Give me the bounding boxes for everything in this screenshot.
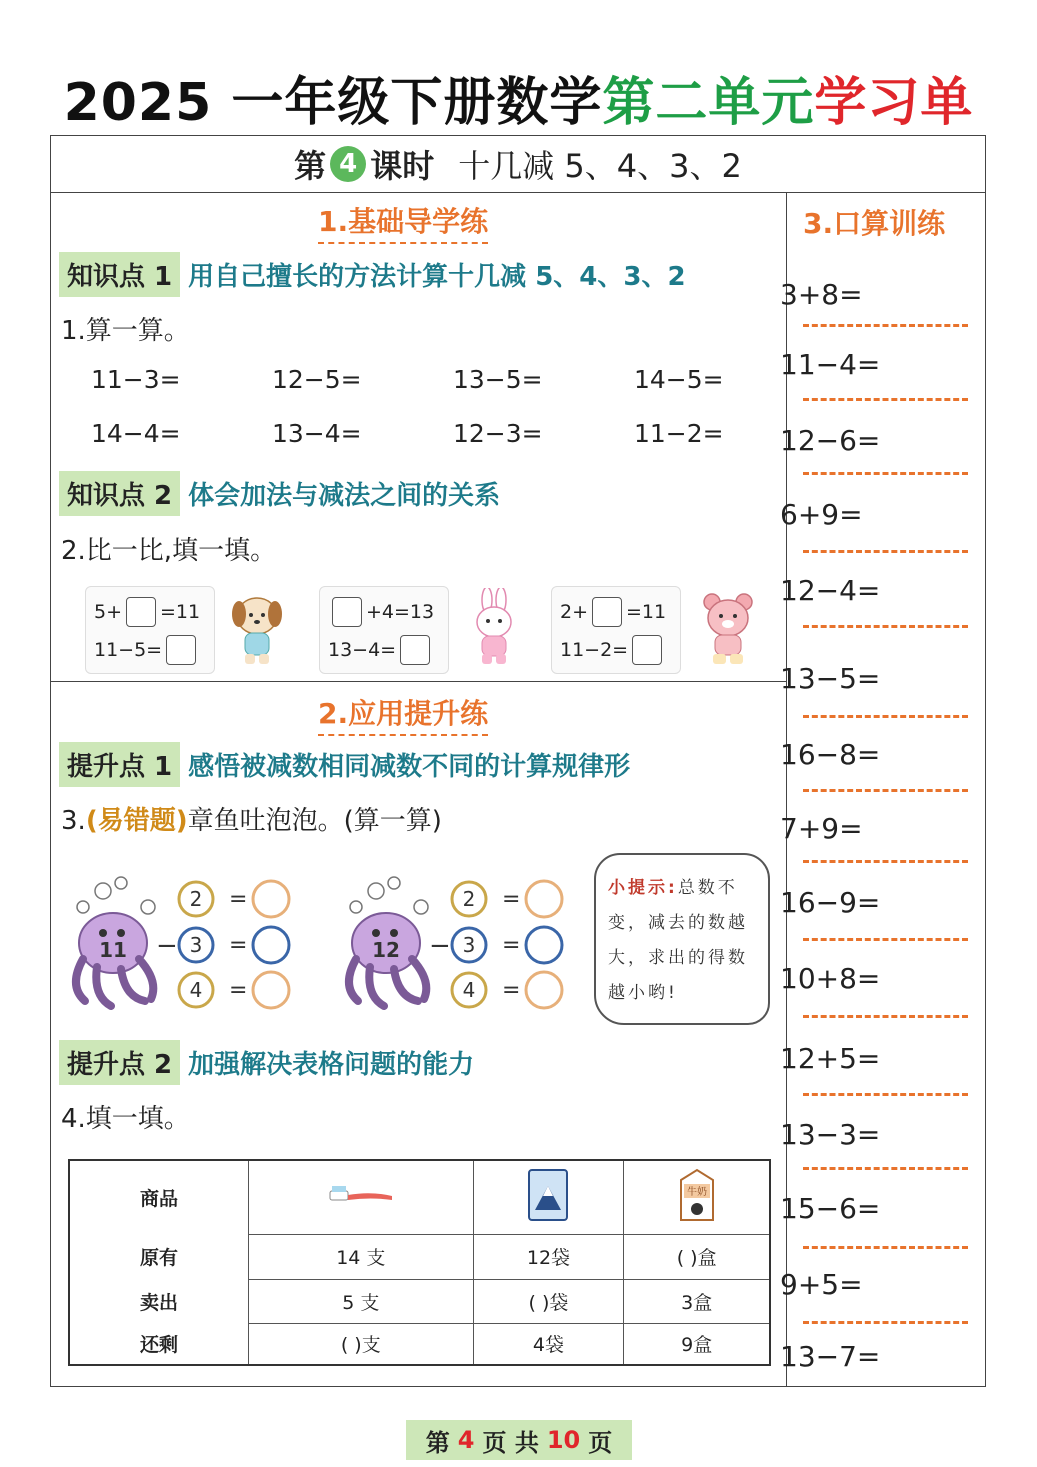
oral-equation: 13−3=	[780, 1118, 881, 1151]
bubble-number: 2	[189, 887, 203, 911]
lesson-number-badge: 4	[330, 146, 366, 182]
tip-box	[594, 853, 770, 1025]
octopus-number: 12	[372, 938, 400, 962]
oral-equation: 7+9=	[780, 812, 863, 845]
svg-text:=: =	[502, 933, 521, 958]
bubble-number: 4	[189, 978, 203, 1002]
octopus-icon	[76, 877, 155, 1006]
equation: 12−3=	[453, 419, 543, 448]
oral-equation: 12−6=	[780, 424, 881, 457]
oral-equation: 15−6=	[780, 1192, 881, 1225]
page-title: 2025 一年级下册数学第二单元学习单	[63, 73, 974, 133]
row-header: 卖出	[69, 1279, 249, 1323]
row-header: 还剩	[69, 1323, 249, 1365]
answer-line[interactable]	[803, 938, 968, 941]
answer-bubble[interactable]	[526, 881, 562, 917]
improvement-point-2: 提升点 2 加强解决表格问题的能力	[59, 1040, 474, 1085]
oral-equation: 12+5=	[780, 1042, 881, 1075]
improvement-point-1: 提升点 1 感悟被减数相同减数不同的计算规律形	[59, 742, 630, 787]
svg-text:=: =	[502, 887, 521, 912]
oral-equation: 9+5=	[780, 1268, 863, 1301]
goods-table	[68, 1159, 771, 1366]
octopus-bubble-group	[336, 871, 566, 1013]
bubble-number: 3	[462, 933, 476, 957]
lesson-header: 第 4 课时 十几减 5、4、3、2	[51, 136, 985, 193]
table-cell-blank[interactable]: ( )支	[249, 1323, 474, 1365]
item-cell	[624, 1160, 770, 1234]
equation: 13−5=	[453, 365, 543, 394]
answer-line[interactable]	[803, 1093, 968, 1096]
oral-equation: 3+8=	[780, 278, 863, 311]
puppy-icon	[227, 588, 289, 668]
table-cell: 12袋	[473, 1234, 624, 1279]
question-3: 3.(易错题)章鱼吐泡泡。(算一算)	[61, 806, 442, 836]
answer-line[interactable]	[803, 789, 968, 792]
question-1: 1.算一算。	[61, 316, 190, 346]
table-cell: 3盒	[624, 1279, 770, 1323]
table-cell-blank[interactable]: ( )盒	[624, 1234, 770, 1279]
row-header: 商品	[69, 1160, 249, 1234]
octopus-number: 11	[99, 938, 127, 962]
svg-text:牛奶: 牛奶	[686, 1186, 707, 1198]
octopus-icon	[349, 877, 428, 1006]
item-cell	[473, 1160, 624, 1234]
svg-text:=: =	[229, 978, 248, 1003]
answer-line[interactable]	[803, 860, 968, 863]
equation: 11−2=	[634, 419, 724, 448]
table-cell: 9盒	[624, 1323, 770, 1365]
equation: 12−5=	[272, 365, 362, 394]
equation: 14−4=	[91, 419, 181, 448]
table-cell-blank[interactable]: ( )袋	[473, 1279, 624, 1323]
answer-line[interactable]	[803, 398, 968, 401]
oral-equation: 13−5=	[780, 662, 881, 695]
bubble-number: 4	[462, 978, 476, 1002]
answer-line[interactable]	[803, 1167, 968, 1170]
row-header: 原有	[69, 1234, 249, 1279]
answer-box[interactable]	[632, 635, 662, 665]
tip-text: 总数不变，减去的数越大，求出的得数越小哟!	[608, 878, 748, 1003]
bubble-number: 3	[189, 933, 203, 957]
section-divider	[51, 681, 786, 682]
section2-title: 2.应用提升练	[318, 692, 488, 736]
answer-bubble[interactable]	[526, 927, 562, 963]
answer-line[interactable]	[803, 472, 968, 475]
compare-card: 5+ =11 11−5=	[85, 586, 215, 674]
section1-title: 1.基础导学练	[318, 200, 488, 244]
answer-box[interactable]	[592, 597, 622, 627]
bubble-number: 2	[462, 887, 476, 911]
total-pages: 10	[546, 1426, 581, 1454]
answer-box[interactable]	[332, 597, 362, 627]
tip-label: 小提示:	[608, 878, 678, 898]
answer-box[interactable]	[166, 635, 196, 665]
minus-sign: −	[156, 931, 178, 961]
answer-line[interactable]	[803, 625, 968, 628]
question-2: 2.比一比,填一填。	[61, 536, 277, 566]
minus-sign: −	[429, 931, 451, 961]
oral-equation: 12−4=	[780, 574, 881, 607]
answer-box[interactable]	[126, 597, 156, 627]
knowledge-point-2: 知识点 2 体会加法与减法之间的关系	[59, 471, 500, 516]
svg-text:=: =	[502, 978, 521, 1003]
svg-text:=: =	[229, 887, 248, 912]
oral-equation: 11−4=	[780, 348, 881, 381]
error-prone-tag: (易错题)	[85, 806, 188, 836]
answer-line[interactable]	[803, 1246, 968, 1249]
answer-line[interactable]	[803, 324, 968, 327]
oral-equation: 10+8=	[780, 962, 881, 995]
answer-bubble[interactable]	[253, 972, 289, 1008]
knowledge-point-1: 知识点 1 用自己擅长的方法计算十几减 5、4、3、2	[59, 252, 686, 297]
oral-equation: 16−8=	[780, 738, 881, 771]
answer-bubble[interactable]	[253, 881, 289, 917]
answer-bubble[interactable]	[253, 927, 289, 963]
answer-line[interactable]	[803, 715, 968, 718]
lesson-topic: 十几减 5、4、3、2	[458, 147, 742, 185]
table-cell: 14 支	[249, 1234, 474, 1279]
question-4: 4.填一填。	[61, 1104, 190, 1134]
octopus-bubble-group	[63, 871, 293, 1013]
table-cell: 5 支	[249, 1279, 474, 1323]
answer-line[interactable]	[803, 1015, 968, 1018]
bear-icon	[697, 588, 759, 668]
snack-bag-icon	[525, 1168, 571, 1222]
oral-equation: 16−9=	[780, 886, 881, 919]
svg-text:=: =	[229, 933, 248, 958]
answer-box[interactable]	[400, 635, 430, 665]
toothbrush-icon	[326, 1183, 396, 1207]
oral-equation: 13−7=	[780, 1340, 881, 1373]
rabbit-icon	[463, 588, 525, 668]
current-page: 4	[457, 1426, 475, 1454]
compare-card: +4=13 13−4=	[319, 586, 449, 674]
equation: 14−5=	[634, 365, 724, 394]
milk-carton-icon	[675, 1166, 719, 1224]
page-footer: 第 4 页 共 10 页	[406, 1420, 632, 1460]
section3-title: 3.口算训练	[803, 207, 946, 240]
oral-equation: 6+9=	[780, 498, 863, 531]
answer-line[interactable]	[803, 550, 968, 553]
answer-line[interactable]	[803, 1321, 968, 1324]
equation: 13−4=	[272, 419, 362, 448]
compare-card: 2+ =11 11−2=	[551, 586, 681, 674]
answer-bubble[interactable]	[526, 972, 562, 1008]
table-cell: 4袋	[473, 1323, 624, 1365]
item-cell	[249, 1160, 474, 1234]
equation: 11−3=	[91, 365, 181, 394]
